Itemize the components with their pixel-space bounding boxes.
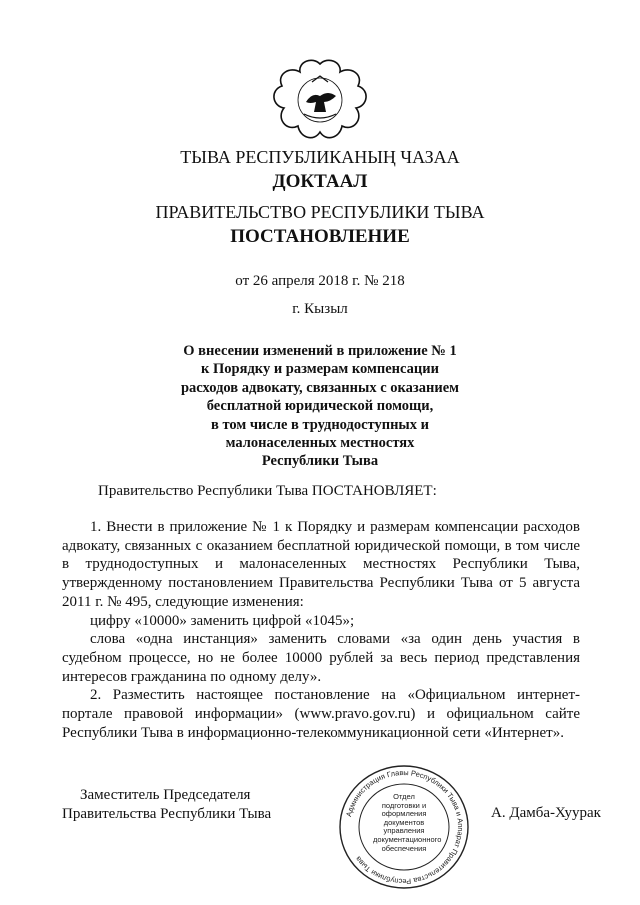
subject-line: бесплатной юридической помощи, [206,398,434,415]
stamp-line: обеспечения [381,843,427,853]
document-city: г. Кызыл [292,301,348,317]
stamp-center-text [373,792,442,853]
header-line-resolution: ПОСТАНОВЛЕНИЕ [230,226,410,247]
subject-line: малонаселенных местностях [225,435,415,452]
stamp-line: подготовки и [381,800,427,810]
subject-line: О внесении изменений в приложение № 1 [183,343,457,359]
subject-line: Республики Тыва [261,453,379,470]
document-subject [150,342,490,471]
subject-line: расходов адвокату, связанных с оказанием [180,379,460,396]
subject-line: в том числе в труднодоступных и [211,416,429,433]
stamp-line: оформления документов [381,809,427,827]
signatory-title [62,786,271,823]
stamp-line: управления [383,826,425,836]
document-date-number: от 26 апреля 2018 г. № 218 [235,273,405,289]
stamp-line: документационного [373,834,442,844]
document-body [62,518,580,742]
resolution-intro: Правительство Республики Тыва ПОСТАНОВЛЯЕТ: [98,483,437,499]
header-line-resolution-tuvan: ДОКТААЛ [272,171,368,192]
signatory-name: А. Дамба-Хуурак [491,805,601,821]
signatory-title-line1: Заместитель Председателя [80,787,251,803]
svg-text:Администрация Главы Республики: Администрация Главы Республики Тыва и Аппарат Правительства Республики Тыва [344,767,466,887]
paragraph: 1. Внести в приложение № 1 к Порядку и размерам компенсации расходов адвокату, связанных с оказанием бесплатной юридической помощи, в том числе в труднодоступных и малонаселенных местностях Республики Тыва, утвержденному постановлением Правительства Республики Тыва от 5 августа 2011 г. № 495, следующие изменения: [62,519,580,610]
header-line-government: ПРАВИТЕЛЬСТВО РЕСПУБЛИКИ ТЫВА [155,202,485,222]
signatory-title-line2: Правительства Республики Тыва [62,805,272,822]
paragraph: слова «одна инстанция» заменить словами «за один день участия в судебном процессе, но не более 10000 рублей за весь период представления интересов гражданина по одному делу». [62,631,580,685]
subject-line: к Порядку и размерам компенсации [201,361,439,378]
coat-of-arms-icon [270,58,370,140]
paragraph: 2. Разместить настоящее постановление на «Официальном интернет-портале правовой информации» (www.pravo.gov.ru) и официальном сайте Республики Тыва в информационно-телекоммуникационной сети «Интернет». [62,687,580,741]
paragraph: цифру «10000» заменить цифрой «1045»; [90,612,355,629]
header-line-tuvan-government: ТЫВА РЕСПУБЛИКАНЫҢ ЧАЗАА [180,147,460,167]
stamp-line: Отдел [393,792,415,801]
